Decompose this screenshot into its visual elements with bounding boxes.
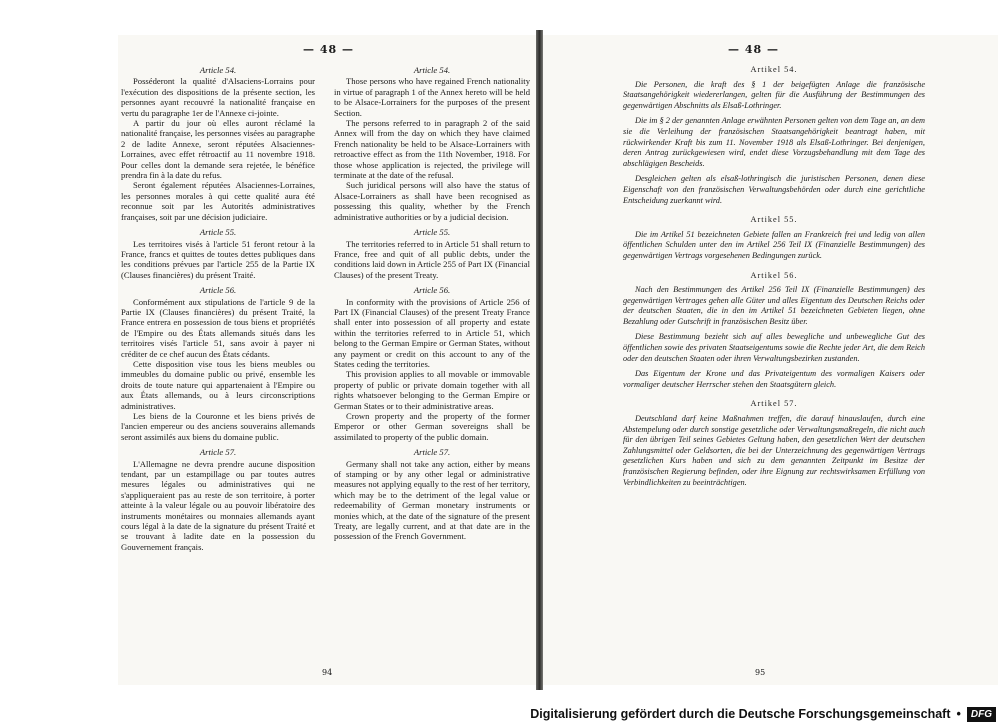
article-heading: Article 54. <box>199 65 237 75</box>
article-heading: Artikel 57. <box>750 399 798 409</box>
right-page <box>543 35 998 685</box>
book-gutter <box>536 30 543 690</box>
article-heading: Article 54. <box>413 65 451 75</box>
banner-text: Digitalisierung gefördert durch die Deutsche Forschungsgemeinschaft <box>530 707 951 721</box>
article-paragraph: Those persons who have regained French nationality in virtue of paragraph 1 of the Annex hereto will be held to be Alsace-Lorrainers for the purposes of the present Section. <box>334 76 530 118</box>
left-page-number: — 48 — <box>303 43 354 56</box>
article-paragraph: Posséderont la qualité d'Alsaciens-Lorrains pour l'exécution des dispositions de la présente section, les personnes ayant recouvré la nationalité française en vertu du paragraphe 1er de l'Annexe ci-jointe. <box>121 76 315 118</box>
article-paragraph: A partir du jour où elles auront réclamé la nationalité française, les personnes visées au paragraphe 2 de ladite Annexe, seront réputées Alsaciennes-Lorraines, avec effet rétroactif au 11 novembre 1918. Pour celles dont la demande sera rejetée, le bénéfice prendra fin à la date du refus. <box>121 118 315 181</box>
article-heading: Artikel 55. <box>750 215 798 225</box>
english-column <box>334 65 530 542</box>
article-paragraph: The persons referred to in paragraph 2 of the said Annex will from the day on which they have claimed French nationality be held to be Alsace-Lorrainers with retroactive effect as from the 11th November, 1918. For those whose application is rejected, the privilege will terminate at the date of the refusal. <box>334 118 530 181</box>
article-paragraph: The territories referred to in Article 51 shall return to France, free and quit of all public debts, under the conditions laid down in Article 255 of Part IX (Financial Clauses) of the present Treaty. <box>334 238 530 280</box>
article-paragraph: Nach den Bestimmungen des Artikel 256 Teil IX (Finanzielle Bestimmungen) des gegenwärtigen Vertrages gehen alle Güter und alles Eigentum des Deutschen Reichs oder der deutschen Staaten, die in den im Artikel 51 bezeichneten Gebieten liegen, ohne Bezahlung oder Gutschrift in französischen Besitz über. <box>623 285 925 326</box>
article-paragraph: Seront également réputées Alsaciennes-Lorraines, les personnes morales à qui cette qualité aura été reconnue soit par les Autorités administratives françaises, soit par une décision judiciaire. <box>121 180 315 222</box>
article-paragraph: Das Eigentum der Krone und das Privateigentum des vormaligen Kaisers oder vormaliger deutscher Herrscher stehen den Staatsgütern gleich. <box>623 369 925 389</box>
article-paragraph: Desgleichen gelten als elsaß-lothringisch die juristischen Personen, denen diese Eigenschaft von den französischen Verwaltungsbehörden oder durch eine gerichtliche Entscheidung zuerkannt wird. <box>623 174 925 205</box>
article-paragraph: Les territoires visés à l'article 51 feront retour à la France, francs et quittes de toutes dettes publiques dans les conditions prévues par l'article 255 de la Partie IX (Clauses financières) du présent Traité. <box>121 238 315 280</box>
article-heading: Article 55. <box>413 227 451 238</box>
article-paragraph: Die im Artikel 51 bezeichneten Gebiete fallen an Frankreich frei und ledig von allen öffentlichen Schulden unter den im Artikel 256 Teil IX (Finanzielle Bestimmungen) des gegenwärtigen Vertrags vorgesehenen Bedingungen zurück. <box>623 229 925 260</box>
article-paragraph: Deutschland darf keine Maßnahmen treffen, die darauf hinauslaufen, durch eine Abstempelung oder durch sonstige gesetzliche oder Verwaltungsmaßregeln, die nicht auch für den übrigen Teil seines Gebietes Geltung haben, den gesetzlichen Wert der deutschen Zahlungsmittel oder Geldsorten, die bei der Unterzeichnung des gegenwärtigen Vertrags gesetzlichen Kurs haben und sich zu dem genannten Zeitpunkt im Besitze der französischen Regierung befinden, oder ihre Eignung zur rechtswirksamen Erfüllung von Verbindlichkeiten zu beeinträchtigen. <box>623 414 925 487</box>
article-paragraph: Crown property and the property of the former Emperor or other German sovereigns shall be assimilated to property of the public domain. <box>334 411 530 442</box>
article-heading: Article 56. <box>413 285 451 296</box>
german-column <box>623 65 925 493</box>
article-heading: Article 56. <box>199 285 237 296</box>
right-page-number: — 48 — <box>728 43 779 56</box>
dfg-banner <box>530 704 996 724</box>
left-page <box>118 35 536 685</box>
separator-icon: • <box>956 707 961 721</box>
article-heading: Article 57. <box>413 447 451 458</box>
article-paragraph: Diese Bestimmung bezieht sich auf alles bewegliche und unbewegliche Gut des öffentlichen sowie des privaten Staatseigentums sowie die Rechte jeder Art, die dem Reich oder den deutschen Staaten oder ihren Verwaltungsbezirken zustanden. <box>623 332 925 363</box>
article-paragraph: Les biens de la Couronne et les biens privés de l'ancien empereur ou des anciens souverains allemands seront assimilés aux biens du domaine public. <box>121 411 315 442</box>
left-footer-number: 94 <box>322 668 333 677</box>
article-heading: Artikel 56. <box>750 270 798 280</box>
right-footer-number: 95 <box>755 668 766 677</box>
dfg-logo: DFG <box>967 707 996 722</box>
article-paragraph: In conformity with the provisions of Article 256 of Part IX (Financial Clauses) of the present Treaty France shall enter into possession of all property and estate within the territories referred to in Article 51, which belong to the German Empire or German States, without any payment or credit on this account to any of the States ceding the territories. <box>334 296 530 369</box>
article-paragraph: Such juridical persons will also have the status of Alsace-Lorrainers as shall have been recognised as possessing this quality, whether by the French administrative authorities or by a judicial decision. <box>334 180 530 222</box>
article-heading: Article 57. <box>199 447 237 458</box>
french-column <box>121 65 315 552</box>
article-heading: Artikel 54. <box>750 65 798 74</box>
article-heading: Article 55. <box>199 227 237 238</box>
article-paragraph: Conformément aux stipulations de l'article 9 de la Partie IX (Clauses financières) du présent Traité, la France entrera en possession de tous biens et propriétés de l'Empire ou des États allemands situés dans les territoires visés l'article 51, sans avoir à payer ni créditer de ce chef aucun des États cédants. <box>121 296 315 359</box>
article-paragraph: This provision applies to all movable or immovable property of public or private domain together with all rights whatsoever belonging to the German Empire or German States or to their administrative areas. <box>334 369 530 411</box>
article-paragraph: L'Allemagne ne devra prendre aucune disposition tendant, par un estampillage ou par toutes autres mesures légales ou administratives qui ne s'appliqueraient pas au reste de son territoire, à porter atteinte à la valeur légale ou au pouvoir libératoire des instruments monétaires ou monnaies allemands ayant cours légal à la date de la signature du présent Traité et se trouvant à ladite date en la possession du Gouvernement français. <box>121 458 315 552</box>
article-paragraph: Cette disposition vise tous les biens meubles ou immeubles du domaine public ou privé, ensemble les droits de toute nature qui appartenaient à l'Empire ou aux États allemands, ou à leurs circonscriptions administratives. <box>121 358 315 411</box>
article-paragraph: Die Personen, die kraft des § 1 der beigefügten Anlage die französische Staatsangehörigkeit wiedererlangen, gelten für die Ausführung der Bestimmungen des gegenwärtigen Abschnitts als Elsaß-Lothringer. <box>623 79 925 110</box>
article-paragraph: Germany shall not take any action, either by means of stamping or by any other legal or administrative measures not applying equally to the rest of her territory, which may be to the detriment of the legal value or redeemability of German monetary instruments or monies which, at the date of the signature of the present Treaty, are legally current, and at that date are in the possession of the French Government. <box>334 458 530 542</box>
article-paragraph: Die im § 2 der genannten Anlage erwähnten Personen gelten von dem Tage an, an dem sie die Verleihung der französischen Staatsangehörigkeit beantragt haben, mit rückwirkender Kraft bis zum 11. November 1918 als Elsaß-Lothringer. Bei denjenigen, deren Antrag zurückgewiesen wird, endet diese Vorzugsbehandlung mit dem Tage des abschlägigen Bescheids. <box>623 116 925 168</box>
